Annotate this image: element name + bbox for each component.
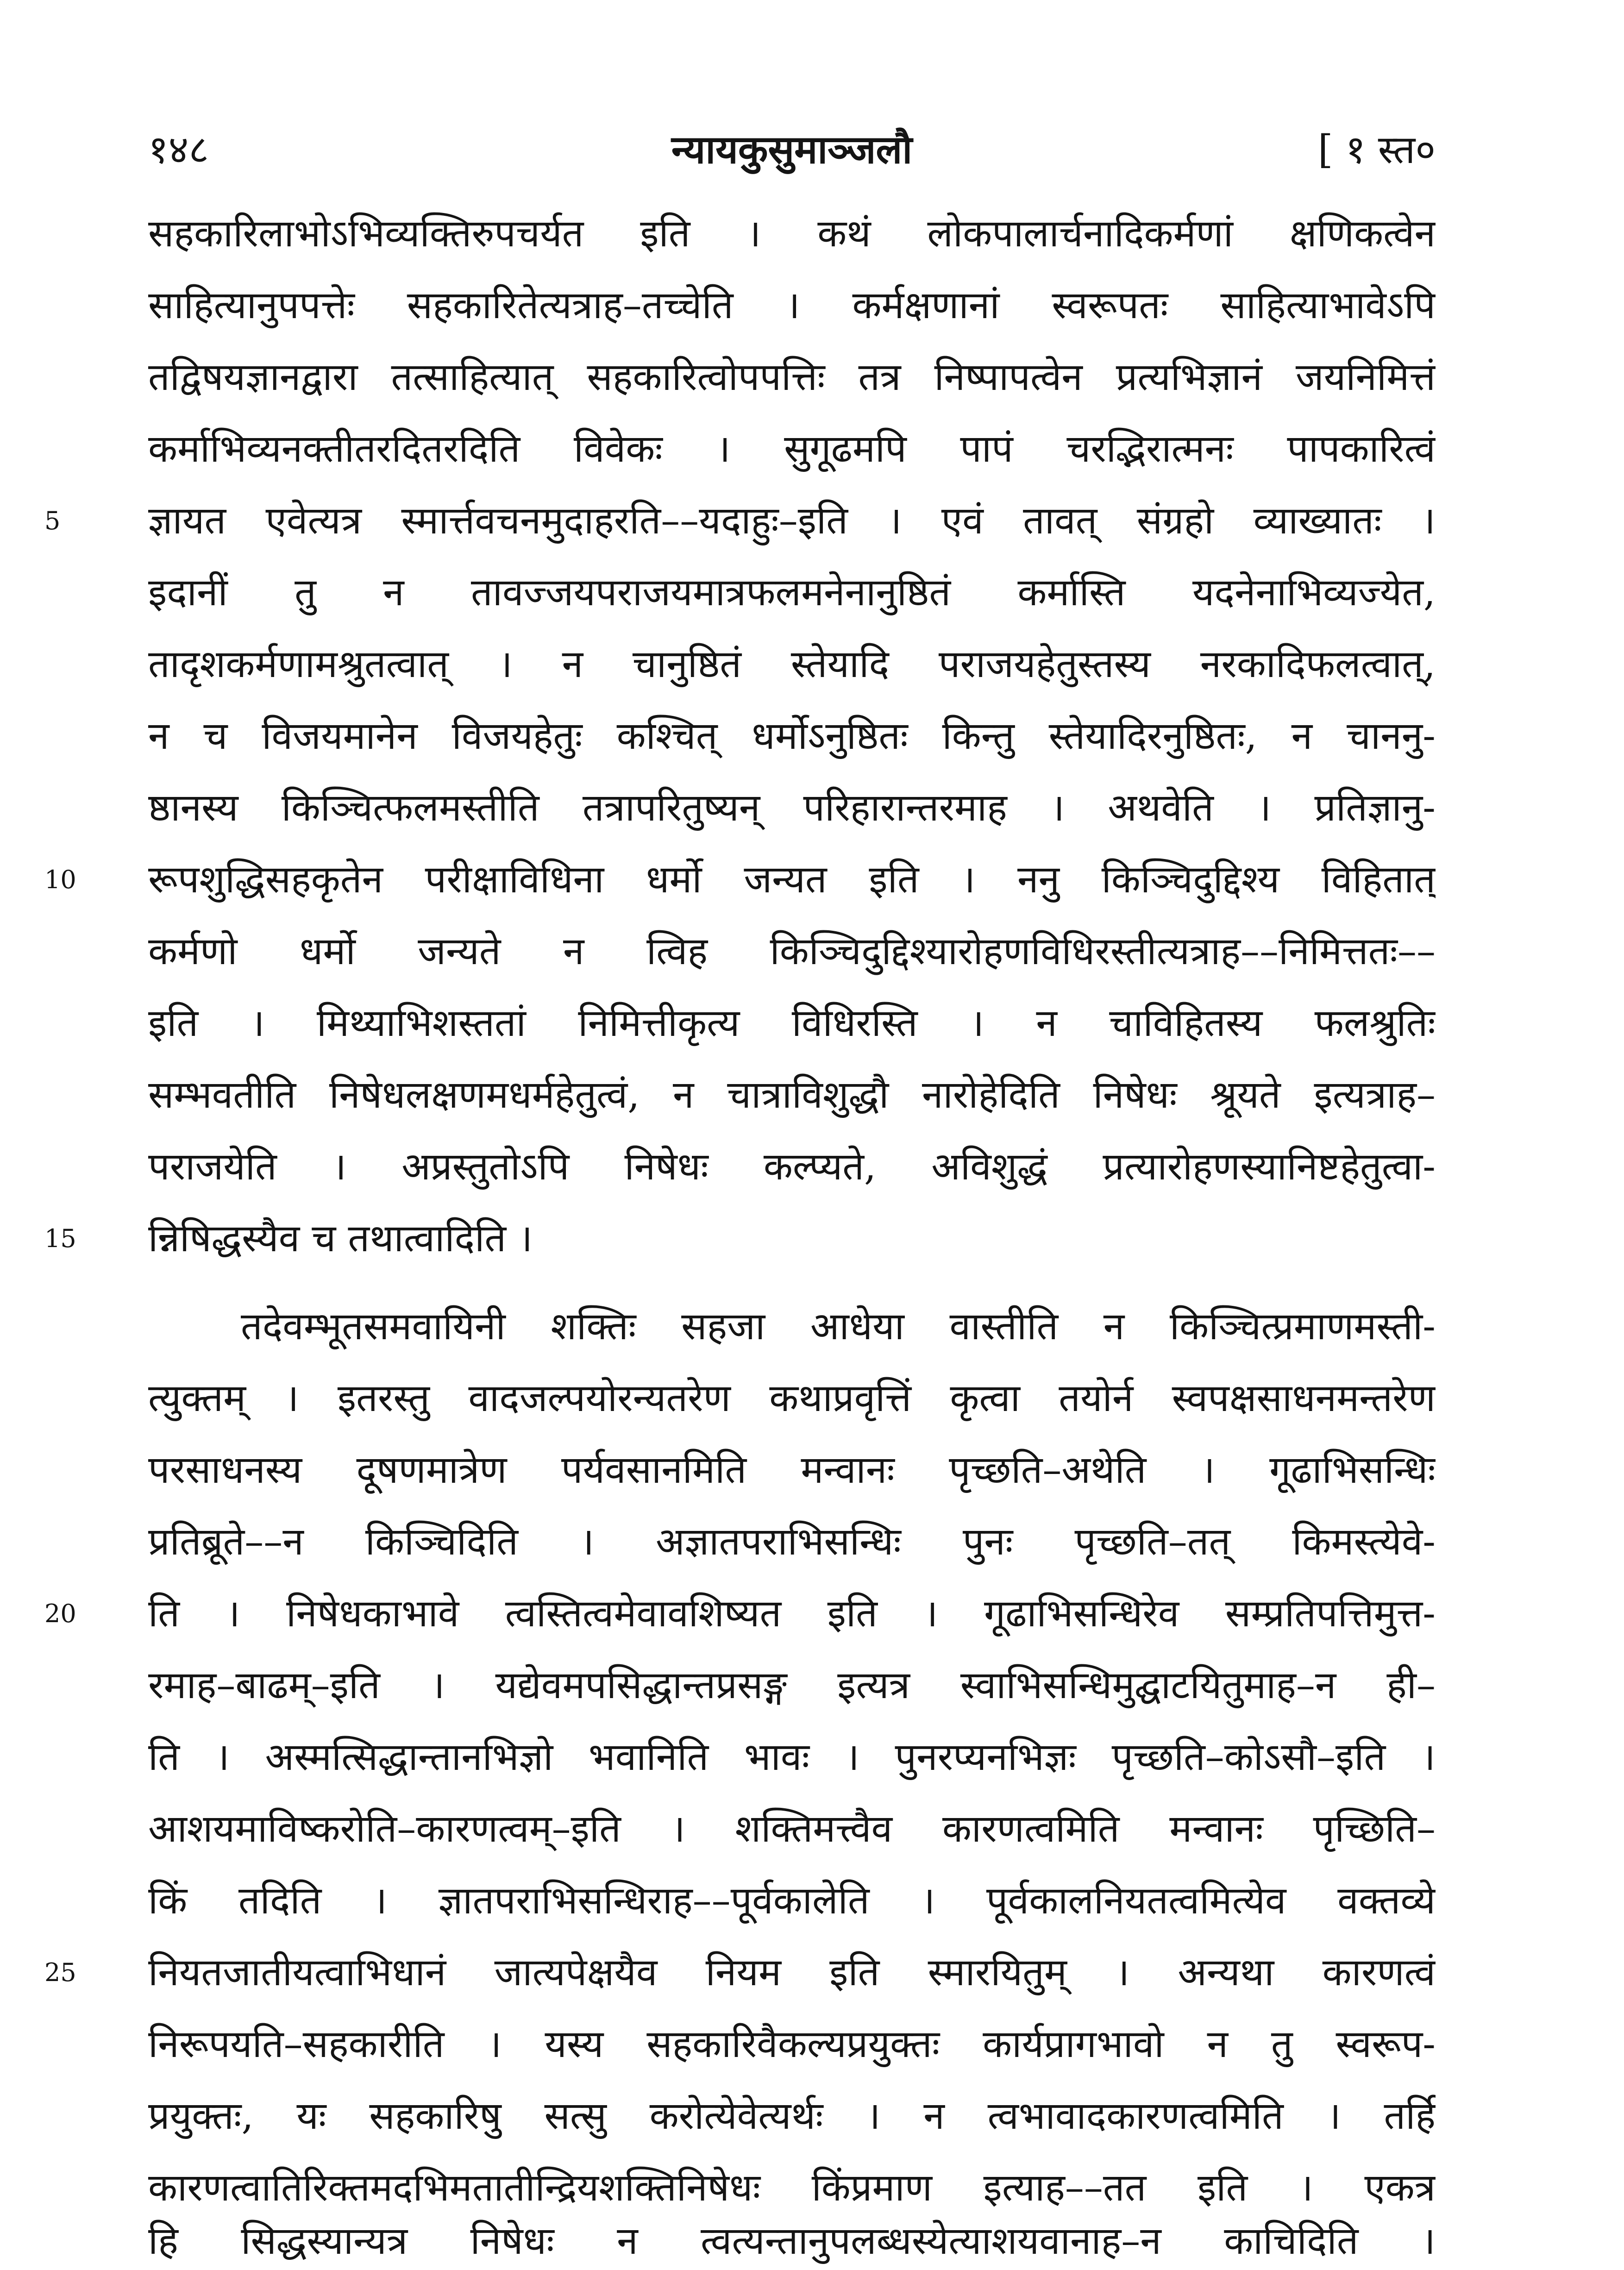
page-number: १४८ — [148, 127, 209, 172]
text-line: रमाह–बाढम्–इति । यद्येवमपसिद्धान्तप्रसङ्ग इत्यत्र स्वाभिसन्धिमुद्घाटयितुमाह–न ही– — [148, 1663, 1436, 1707]
line-number: 10 — [44, 865, 76, 894]
text-line: सम्भवतीति निषेधलक्षणमधर्महेतुत्वं, न चात्राविशुद्धौ नारोहेदिति निषेधः श्रूयते इत्यत्राह– — [148, 1073, 1436, 1117]
text-line: प्रयुक्तः, यः सहकारिषु सत्सु करोत्येवेत्यर्थः । न त्वभावादकारणत्वमिति । तर्हि — [148, 2094, 1436, 2138]
running-title: न्यायकुसुमाञ्जलौ — [671, 126, 913, 172]
text-line: कर्मणो धर्मो जन्यते न त्विह किञ्चिदुद्दिश्यारोहणविधिरस्तीत्यत्राह––निमित्ततः–– — [148, 929, 1436, 973]
text-line: ष्ठानस्य किञ्चित्फलमस्तीति तत्रापरितुष्यन् परिहारान्तरमाह । अथवेति । प्रतिज्ञानु- — [148, 786, 1436, 830]
text-line: ज्ञायत एवेत्यत्र स्मार्त्तवचनमुदाहरति––यदाहुः–इति । एवं तावत् संग्रहो व्याख्यातः । — [148, 499, 1436, 543]
text-line: न्निषिद्धस्यैव च तथात्वादिति । — [148, 1217, 533, 1260]
text-line: ति । अस्मत्सिद्धान्तानभिज्ञो भवानिति भावः । पुनरप्यनभिज्ञः पृच्छति–कोऽसौ–इति । — [148, 1735, 1436, 1779]
text-line: तदेवम्भूतसमवायिनी शक्तिः सहजा आधेया वास्तीति न किञ्चित्प्रमाणमस्ती- — [241, 1304, 1436, 1348]
text-line: कर्माभिव्यनक्तीतरदितरदिति विवेकः । सुगूढमपि पापं चरद्भिरात्मनः पापकारित्वं — [148, 427, 1436, 471]
line-number: 5 — [44, 506, 61, 535]
text-line: साहित्यानुपपत्तेः सहकारितेत्यत्राह–तच्चेति । कर्मक्षणानां स्वरूपतः साहित्याभावेऽपि — [148, 283, 1436, 327]
text-line: न च विजयमानेन विजयहेतुः कश्चित् धर्मोऽनुष्ठितः किन्तु स्तेयादिरनुष्ठितः, न चाननु- — [148, 714, 1436, 758]
text-line: हि सिद्धस्यान्यत्र निषेधः न त्वत्यन्तानुपलब्धस्येत्याशयवानाह–न काचिदिति । — [148, 2219, 1436, 2263]
line-number: 25 — [44, 1958, 76, 1987]
text-line: ति । निषेधकाभावे त्वस्तित्वमेवावशिष्यत इति । गूढाभिसन्धिरेव सम्प्रतिपत्तिमुत्त- — [148, 1592, 1436, 1636]
text-line: आशयमाविष्करोति–कारणत्वम्–इति । शक्तिमत्त्वैव कारणत्वमिति मन्वानः पृच्छिति– — [148, 1807, 1436, 1851]
text-line: तद्विषयज्ञानद्वारा तत्साहित्यात् सहकारित्वोपपत्तिः तत्र निष्पापत्वेन प्रत्यभिज्ञानं जयनिमित्तं — [148, 355, 1436, 399]
text-line: पराजयेति । अप्रस्तुतोऽपि निषेधः कल्प्यते, अविशुद्धं प्रत्यारोहणस्यानिष्टहेतुत्वा- — [148, 1145, 1436, 1189]
text-line: त्युक्तम् । इतरस्तु वादजल्पयोरन्यतरेण कथाप्रवृत्तिं कृत्वा तयोर्न स्वपक्षसाधनमन्तरेण — [148, 1376, 1436, 1420]
text-line: तादृशकर्मणामश्रुतत्वात् । न चानुष्ठितं स्तेयादि पराजयहेतुस्तस्य नरकादिफलत्वात्, — [148, 642, 1436, 686]
text-line: नियतजातीयत्वाभिधानं जात्यपेक्षयैव नियम इति स्मारयितुम् । अन्यथा कारणत्वं — [148, 1950, 1436, 1994]
text-line: कारणत्वातिरिक्तमदभिमतातीन्द्रियशक्तिनिषेधः किंप्रमाण इत्याह––तत इति । एकत्र — [148, 2166, 1436, 2210]
line-number: 15 — [44, 1224, 76, 1253]
text-line: प्रतिब्रूते––न किञ्चिदिति । अज्ञातपराभिसन्धिः पुनः पृच्छति–तत् किमस्त्येवे- — [148, 1520, 1436, 1564]
text-line: किं तदिति । ज्ञातपराभिसन्धिराह––पूर्वकालेति । पूर्वकालनियतत्वमित्येव वक्तव्ये — [148, 1879, 1436, 1923]
text-line: इदानीं तु न तावज्जयपराजयमात्रफलमनेनानुष्ठितं कर्मास्ति यदनेनाभिव्यज्येत, — [148, 571, 1436, 615]
line-number: 20 — [44, 1599, 76, 1628]
text-line: परसाधनस्य दूषणमात्रेण पर्यवसानमिति मन्वानः पृच्छति–अथेति । गूढाभिसन्धिः — [148, 1448, 1436, 1492]
text-line: इति । मिथ्याभिशस्ततां निमित्तीकृत्य विधिरस्ति । न चाविहितस्य फलश्रुतिः — [148, 1001, 1436, 1045]
text-line: निरूपयति–सहकारीति । यस्य सहकारिवैकल्यप्रयुक्तः कार्यप्रागभावो न तु स्वरूप- — [148, 2022, 1436, 2066]
section-marker: [ १ स्त० — [1317, 127, 1436, 172]
text-line: सहकारिलाभोऽभिव्यक्तिरुपचर्यत इति । कथं लोकपालार्चनादिकर्मणां क्षणिकत्वेन — [148, 212, 1436, 256]
text-line: रूपशुद्धिसहकृतेन परीक्षाविधिना धर्मो जन्यत इति । ननु किञ्चिदुद्दिश्य विहितात् — [148, 858, 1436, 902]
